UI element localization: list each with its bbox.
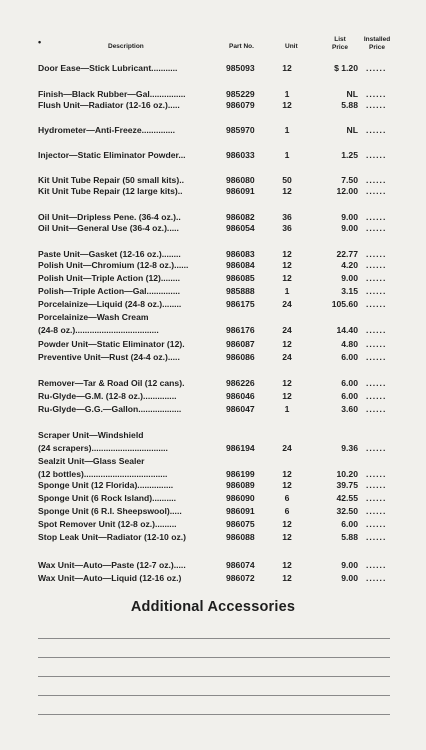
table-row [0,222,426,234]
row-installed-price: ...... [366,273,387,283]
row-list-price: 105.60 [331,299,358,309]
row-list-price: NL [346,89,358,99]
row-part-number: 986091 [226,506,255,516]
row-part-number: 986074 [226,560,255,570]
row-description: Spot Remover Unit (12-8 oz.)......... [38,519,177,529]
row-unit: 36 [282,212,292,222]
row-list-price: 6.00 [341,352,358,362]
row-description: Kit Unit Tube Repair (12 large kits).. [38,186,183,196]
row-description: (24-8 oz.)................................... [38,325,159,335]
row-list-price: 1.25 [341,150,358,160]
row-part-number: 986088 [226,532,255,542]
row-description: Preventive Unit—Rust (24-4 oz.)..... [38,352,180,362]
row-part-number: 986083 [226,249,255,259]
header-bullet: • [38,37,42,47]
row-list-price: 6.00 [341,519,358,529]
row-unit: 24 [282,352,292,362]
table-header [0,36,426,58]
row-installed-price: ...... [366,391,387,401]
table-row [0,455,426,467]
row-unit: 12 [282,560,292,570]
row-list-price: 12.00 [336,186,358,196]
row-installed-price: ...... [366,89,387,99]
row-installed-price: ...... [366,493,387,503]
row-part-number: 986089 [226,480,255,490]
row-unit: 12 [282,469,292,479]
table-row [0,479,426,491]
row-unit: 24 [282,299,292,309]
row-part-number: 986047 [226,404,255,414]
row-description: Injector—Static Eliminator Powder... [38,150,186,160]
row-part-number: 986072 [226,573,255,583]
row-installed-price: ...... [366,63,387,73]
row-list-price: 4.20 [341,260,358,270]
row-installed-price: ...... [366,260,387,270]
row-description: (12 bottles)................................... [38,469,168,479]
row-unit: 1 [284,286,290,296]
table-row [0,429,426,441]
row-description: (24 scrapers)................................ [38,443,168,453]
row-list-price: 14.40 [336,325,358,335]
row-unit: 12 [282,273,292,283]
row-list-price: 42.55 [336,493,358,503]
row-part-number: 986082 [226,212,255,222]
row-description: Wax Unit—Auto—Liquid (12-16 oz.) [38,573,182,583]
row-unit: 1 [284,125,290,135]
row-list-price: NL [346,125,358,135]
row-description: Hydrometer—Anti-Freeze.............. [38,125,176,135]
row-installed-price: ...... [366,480,387,490]
row-installed-price: ...... [366,125,387,135]
row-description: Sponge Unit (12 Florida)............... [38,480,174,490]
row-list-price: 9.00 [341,560,358,570]
row-part-number: 986087 [226,339,255,349]
table-row [0,324,426,336]
row-part-number: 986091 [226,186,255,196]
additional-accessories-title: Additional Accessories [130,599,296,615]
row-part-number: 986079 [226,100,255,110]
blank-line-4 [38,695,390,696]
row-part-number: 986175 [226,299,255,309]
row-unit: 36 [282,223,292,233]
table-row [0,531,426,543]
row-unit: 1 [284,89,290,99]
row-part-number: 986226 [226,378,255,388]
row-list-price: 3.15 [341,286,358,296]
row-list-price: 4.80 [341,339,358,349]
table-row [0,518,426,530]
row-unit: 12 [282,249,292,259]
row-installed-price: ...... [366,573,387,583]
table-row [0,377,426,389]
row-part-number: 986199 [226,469,255,479]
row-installed-price: ...... [366,223,387,233]
table-row [0,272,426,284]
row-list-price: 7.50 [341,175,358,185]
table-row [0,442,426,454]
row-installed-price: ...... [366,469,387,479]
row-description: Polish Unit—Triple Action (12)........ [38,273,180,283]
row-part-number: 985888 [226,286,255,296]
row-description: Stop Leak Unit—Radiator (12-10 oz.) [38,532,187,542]
row-description: Door Ease—Stick Lubricant........... [38,63,178,73]
row-description: Remover—Tar & Road Oil (12 cans). [38,378,185,388]
table-row [0,559,426,571]
row-list-price: 9.00 [341,273,358,283]
blank-line-5 [38,714,390,715]
table-row [0,505,426,517]
row-description: Sponge Unit (6 Rock Island).......... [38,493,176,503]
row-description: Ru-Glyde—G.M. (12-8 oz.).............. [38,391,177,401]
row-unit: 50 [282,175,292,185]
row-installed-price: ...... [366,150,387,160]
row-unit: 12 [282,378,292,388]
table-row [0,572,426,584]
table-row [0,351,426,363]
row-installed-price: ...... [366,560,387,570]
header-installed-price: Installed Price [363,36,391,51]
row-list-price: 32.50 [336,506,358,516]
row-unit: 12 [282,100,292,110]
row-unit: 12 [282,573,292,583]
row-unit: 12 [282,260,292,270]
row-list-price: 9.36 [341,443,358,453]
table-row [0,390,426,402]
row-unit: 12 [282,186,292,196]
blank-line-1 [38,638,390,639]
row-part-number: 986046 [226,391,255,401]
row-description: Powder Unit—Static Eliminator (12). [38,339,185,349]
row-unit: 1 [284,404,290,414]
row-unit: 12 [282,391,292,401]
row-description: Ru-Glyde—G.G.—Gallon.................. [38,404,182,414]
row-part-number: 985229 [226,89,255,99]
row-part-number: 986085 [226,273,255,283]
row-description: Porcelainize—Wash Cream [38,312,149,322]
row-installed-price: ...... [366,532,387,542]
row-installed-price: ...... [366,339,387,349]
row-unit: 12 [282,339,292,349]
row-list-price: 6.00 [341,391,358,401]
row-list-price: 9.00 [341,212,358,222]
row-installed-price: ...... [366,212,387,222]
table-row [0,62,426,74]
row-part-number: 986090 [226,493,255,503]
row-description: Finish—Black Rubber—Gal............... [38,89,186,99]
row-description: Polish Unit—Chromium (12-8 oz.)...... [38,260,189,270]
table-row [0,338,426,350]
row-part-number: 986176 [226,325,255,335]
table-row [0,149,426,161]
row-description: Sponge Unit (6 R.I. Sheepswool)..... [38,506,182,516]
row-part-number: 986033 [226,150,255,160]
row-list-price: 6.00 [341,378,358,388]
table-row [0,259,426,271]
row-list-price: 5.88 [341,100,358,110]
row-unit: 6 [284,506,290,516]
row-installed-price: ...... [366,404,387,414]
row-part-number: 986194 [226,443,255,453]
row-part-number: 985093 [226,63,255,73]
blank-line-2 [38,657,390,658]
row-part-number: 986086 [226,352,255,362]
row-unit: 1 [284,150,290,160]
row-description: Kit Unit Tube Repair (50 small kits).. [38,175,184,185]
row-installed-price: ...... [366,249,387,259]
row-part-number: 986075 [226,519,255,529]
row-unit: 24 [282,443,292,453]
row-description: Wax Unit—Auto—Paste (12-7 oz.)..... [38,560,186,570]
row-part-number: 986054 [226,223,255,233]
row-list-price: 9.00 [341,573,358,583]
row-part-number: 985970 [226,125,255,135]
row-installed-price: ...... [366,186,387,196]
row-installed-price: ...... [366,175,387,185]
table-row [0,492,426,504]
row-unit: 12 [282,63,292,73]
row-part-number: 986080 [226,175,255,185]
row-installed-price: ...... [366,506,387,516]
row-description: Paste Unit—Gasket (12-16 oz.)........ [38,249,181,259]
header-list-price: List Price [332,36,348,51]
row-unit: 6 [284,493,290,503]
row-installed-price: ...... [366,352,387,362]
row-installed-price: ...... [366,286,387,296]
table-row [0,285,426,297]
row-description: Oil Unit—General Use (36-4 oz.)..... [38,223,179,233]
row-installed-price: ...... [366,519,387,529]
row-unit: 12 [282,480,292,490]
table-row [0,403,426,415]
row-description: Porcelainize—Liquid (24-8 oz.)........ [38,299,182,309]
row-installed-price: ...... [366,100,387,110]
header-part-no: Part No. [229,43,254,50]
row-unit: 24 [282,325,292,335]
table-row [0,185,426,197]
row-description: Scraper Unit—Windshield [38,430,144,440]
row-description: Oil Unit—Dripless Pene. (36-4 oz.).. [38,212,181,222]
blank-line-3 [38,676,390,677]
header-unit: Unit [285,43,298,50]
row-description: Polish—Triple Action—Gal.............. [38,286,180,296]
row-installed-price: ...... [366,325,387,335]
row-installed-price: ...... [366,443,387,453]
row-description: Sealzit Unit—Glass Sealer [38,456,145,466]
row-unit: 12 [282,519,292,529]
row-installed-price: ...... [366,378,387,388]
table-row [0,124,426,136]
table-row [0,311,426,323]
row-list-price: 10.20 [336,469,358,479]
row-list-price: 5.88 [341,532,358,542]
table-row [0,298,426,310]
row-description: Flush Unit—Radiator (12-16 oz.)..... [38,100,180,110]
row-list-price: 3.60 [341,404,358,414]
row-installed-price: ...... [366,299,387,309]
row-unit: 12 [282,532,292,542]
row-part-number: 986084 [226,260,255,270]
row-list-price: 39.75 [336,480,358,490]
table-row [0,99,426,111]
row-list-price: $ 1.20 [334,63,358,73]
row-list-price: 22.77 [336,249,358,259]
row-list-price: 9.00 [341,223,358,233]
header-description: Description [108,43,144,50]
